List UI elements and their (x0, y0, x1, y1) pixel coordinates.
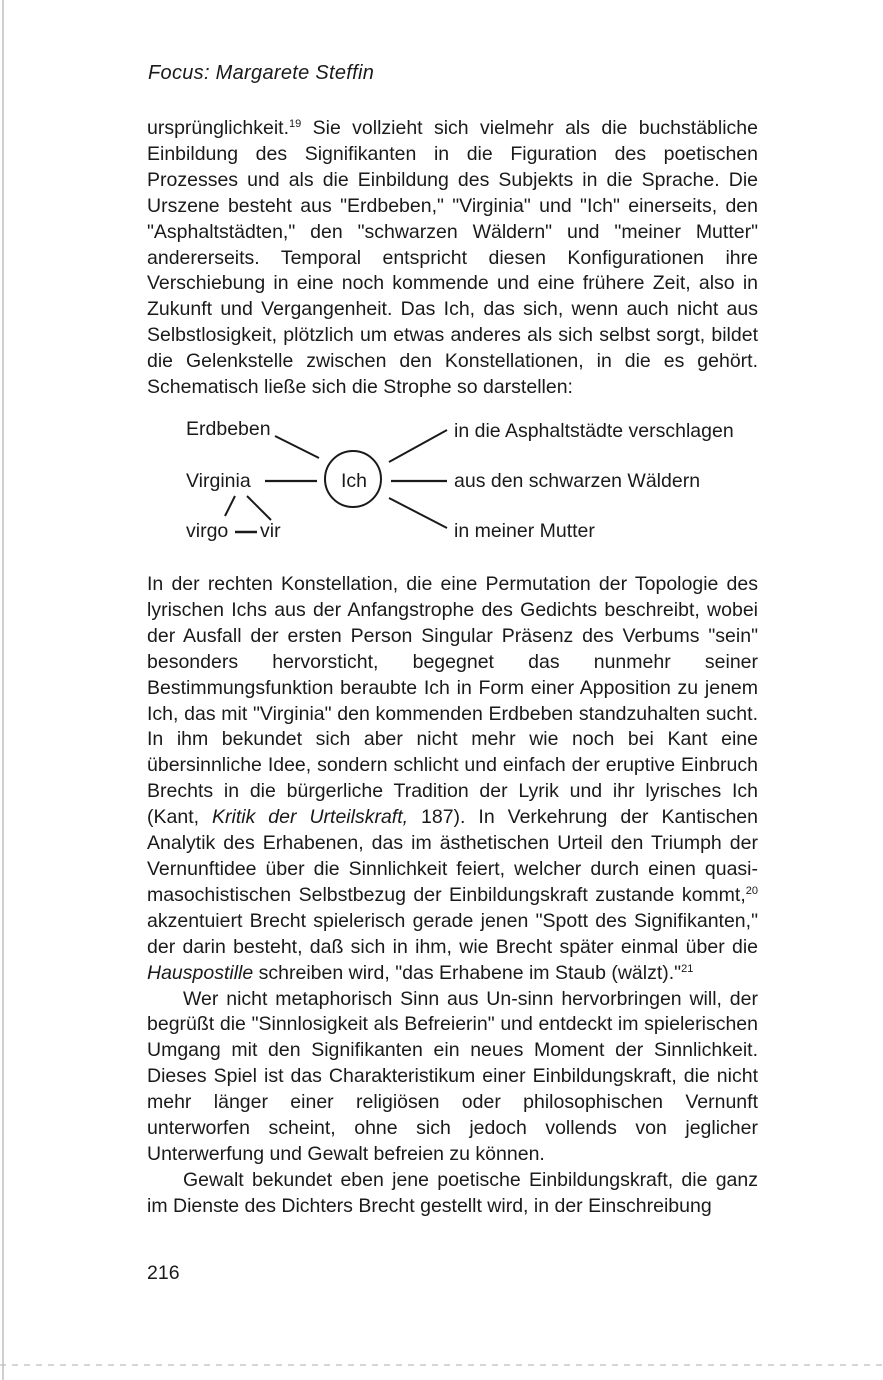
label-virginia: Virginia (186, 470, 251, 492)
scan-artifact-line (0, 1364, 883, 1366)
paragraph-2 (147, 572, 758, 987)
paragraph-2-part-1: In der rechten Konstellation, die eine Permutation der Topologie des lyrischen Ichs aus der Anfangstrophe des Gedichts beschreibt, wobei der Ausfall der ersten Person Singular Präsenz des Verbums "sein" besonders hervorsticht, begegnet das nunmehr seiner Bestimmungsfunktion beraubte Ich in Form einer Apposition zu jenem Ich, das mit "Virginia" den kommenden Erdbeben standzuhalten sucht. In ihm bekundet sich aber nicht mehr wie noch bei Kant eine übersinnliche Idee, sondern schlicht und einfach der eruptive Einbruch Brechts in die bürgerliche Tradition der Lyrik und ihr lyrisches Ich (Kant, (147, 573, 758, 829)
text-block-bottom (147, 572, 758, 1220)
line-ich-mutter (389, 498, 447, 528)
footnote-ref-19: 19 (288, 118, 302, 130)
strophe-diagram (147, 410, 758, 560)
label-schwarzen-waeldern: aus den schwarzen Wäldern (454, 470, 701, 492)
paragraph-2-part-4: schreiben wird, "das Erhabene im Staub (wälzt)." (253, 961, 682, 984)
paragraph-2-part-2: 187). In Verkehrung der Kantischen Analytik des Erhabenen, das im ästhetischen Urteil den Triumph der Vernunftidee über die Sinnlichkeit feiert, welcher durch einen quasi-masochistischen Selbstbezug der Einbildungskraft zustande kommt, (147, 806, 758, 906)
title-hauspostille: Hauspostille (147, 961, 254, 984)
label-asphaltstaedte: in die Asphaltstädte verschlagen (454, 420, 734, 442)
label-meiner-mutter: in meiner Mutter (454, 520, 595, 542)
footnote-ref-21: 21 (681, 962, 694, 975)
title-kritik-der-urteilskraft: Kritik der Urteilskraft, (212, 806, 409, 829)
label-erdbeben: Erdbeben (186, 418, 271, 440)
running-header: Focus: Margarete Steffin (148, 62, 375, 84)
paragraph-4: Gewalt bekundet eben jene poetische Einbildungskraft, die ganz im Dienste des Dichters Brecht gestellt wird, in der Einschreibung (147, 1168, 758, 1217)
paragraph-1-part-2: Sie vollzieht sich vielmehr als die buchstäbliche Einbildung des Signifikanten in die Figuration des poetischen Prozesses und als die Einbildung des Subjekts in die Sprache. Die Urszene besteht aus "Erdbeben," "Virginia" und "Ich" einerseits, den "Asphaltstädten," den "schwarzen Wäldern" und "meiner Mutter" andererseits. Temporal entspricht diesen Konfigurationen ihre Verschiebung in eine noch kommende und eine frühere Zeit, also in Zukunft und Vergangenheit. Das Ich, das sich, wenn auch nicht aus Selbstlosigkeit, plötzlich um etwas anderes als sich selbst sorgt, bildet die Gelenkstelle zwischen den Konstellationen, in die es gehört. Schematisch ließe sich die Strophe so darstellen: (147, 117, 758, 399)
paragraph-2-part-3: akzentuiert Brecht spielerisch gerade jenen "Spott des Signifikanten," der darin besteht, daß sich in ihm, wie Brecht später einmal über die (147, 909, 758, 958)
line-erdbeben-ich (275, 436, 319, 458)
label-virgo: virgo (186, 520, 229, 542)
line-virginia-virgo (225, 496, 235, 516)
label-vir: vir (260, 520, 281, 542)
page-number: 216 (147, 1262, 180, 1284)
line-ich-asphalt (389, 430, 447, 462)
paragraph-1 (147, 116, 758, 401)
label-ich: Ich (341, 470, 368, 492)
paragraph-3: Wer nicht metaphorisch Sinn aus Un-sinn hervorbringen will, der begrüßt die "Sinnlosigkeit als Befreierin" und entdeckt im spielerischen Umgang mit den Signifikanten ein neues Moment der Sinnlichkeit. Dieses Spiel ist das Charakteristikum einer Einbildungskraft, die nicht mehr länger einer religiösen oder philosophischen Vernunft unterworfen scheint, ohne sich jedoch vollends von jeglicher Unterwerfung und Gewalt befreien zu können. (147, 987, 758, 1165)
line-virginia-vir (247, 496, 271, 520)
footnote-ref-20: 20 (745, 884, 758, 897)
paragraph-1-part-1: ursprünglichkeit. (147, 117, 289, 139)
scan-page-edge (2, 0, 4, 1380)
text-block-top (147, 116, 758, 401)
